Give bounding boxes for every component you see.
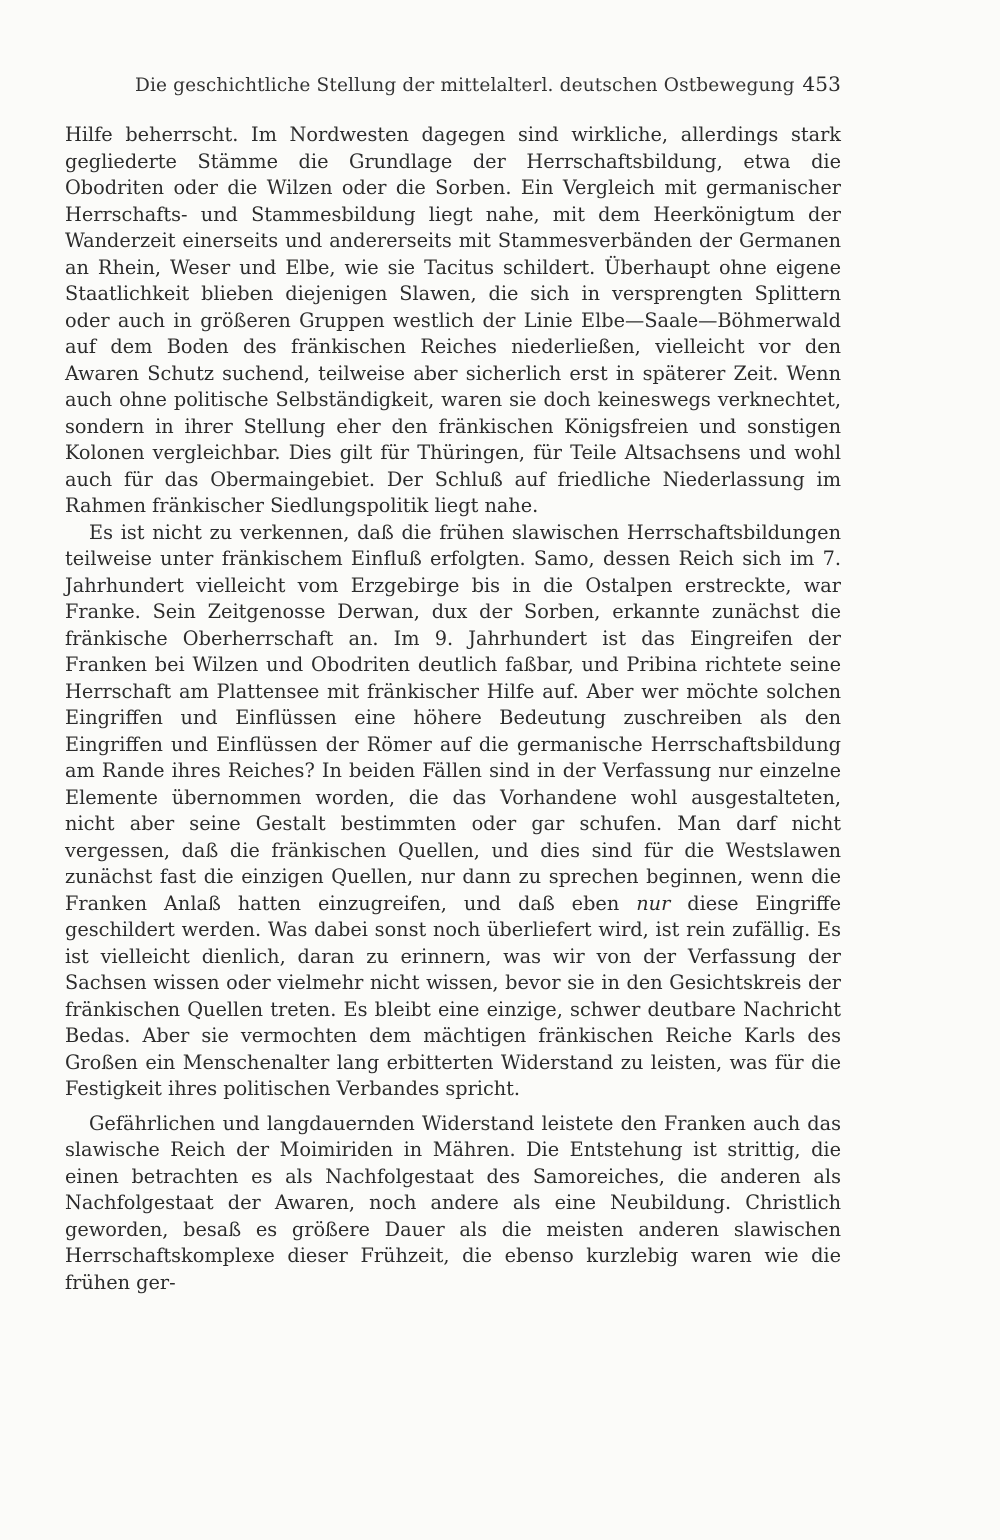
paragraph-1: Hilfe beherrscht. Im Nordwesten dagegen sind wirkliche, allerdings stark gegliederte Stämme die Grundlage der Herrschaftsbildung, etwa die Obodriten oder die Wilzen oder die Sorben. Ein Vergleich mit germanischer Herrschafts- und Stammesbildung liegt nahe, mit dem Heerkönigtum der Wanderzeit einerseits und andererseits mit Stammesverbänden der Germanen an Rhein, Weser und Elbe, wie sie Tacitus schildert. Überhaupt ohne eigene Staatlichkeit blieben diejenigen Slawen, die sich in versprengten Splittern oder auch in größeren Gruppen westlich der Linie Elbe—Saale—Böhmerwald auf dem Boden des fränkischen Reiches niederließen, vielleicht vor den Awaren Schutz suchend, teilweise aber sicherlich erst in späterer Zeit. Wenn auch ohne politische Selbständigkeit, waren sie doch keineswegs verknechtet, sondern in ihrer Stellung eher den fränkischen Königsfreien und sonstigen Kolonen vergleichbar. Dies gilt für Thüringen, für Teile Altsachsens und wohl auch für das Obermaingebiet. Der Schluß auf friedliche Niederlassung im Rahmen fränkischer Siedlungspolitik liegt nahe. <box>65 123 841 517</box>
paragraph-2 <box>65 520 841 1103</box>
paragraph-2-emphasis: nur <box>636 891 671 915</box>
paragraph-2-text-b: diese Eingriffe geschildert werden. Was dabei sonst noch überliefert wird, ist rein zufällig. Es ist vielleicht dienlich, daran zu erinnern, was wir von der Verfassung der Sachsen wissen oder vielmehr nicht wissen, bevor sie in den Gesichtskreis der fränkischen Quellen treten. Es bleibt eine einzige, schwer deutbare Nachricht Bedas. Aber sie vermochten dem mächtigen fränkischen Reiche Karls des Großen ein Menschenalter lang erbitterten Widerstand zu leisten, was für die Festigkeit ihres politischen Verbandes spricht. <box>65 891 841 1100</box>
paragraph-3: Gefährlichen und langdauernden Widerstand leistete den Franken auch das slawische Reich der Moimiriden in Mähren. Die Entstehung ist strittig, die einen betrachten es als Nachfolgestaat des Samoreiches, die anderen als Nachfolgestaat der Awaren, noch andere als eine Neubildung. Christlich geworden, besaß es größere Dauer als die meisten anderen slawischen Herrschaftskomplexe dieser Frühzeit, die ebenso kurzlebig waren wie die frühen ger- <box>65 1111 841 1294</box>
page-number: 453 <box>802 72 841 96</box>
running-head-title: Die geschichtliche Stellung der mittelalterl. deutschen Ostbewegung <box>135 75 795 96</box>
body-text <box>65 122 841 1296</box>
running-head <box>135 72 841 106</box>
book-page <box>65 72 841 1296</box>
paragraph-2-text-a: Es ist nicht zu verkennen, daß die frühen slawischen Herrschaftsbildungen teilweise unter fränkischem Einfluß erfolgten. Samo, dessen Reich sich im 7. Jahrhundert vielleicht vom Erzgebirge bis in die Ostalpen erstreckte, war Franke. Sein Zeitgenosse Derwan, dux der Sorben, erkannte zunächst die fränkische Oberherrschaft an. Im 9. Jahrhundert ist das Eingreifen der Franken bei Wilzen und Obodriten deutlich faßbar, und Pribina richtete seine Herrschaft am Plattensee mit fränkischer Hilfe auf. Aber wer möchte solchen Eingriffen und Einflüssen eine höhere Bedeutung zuschreiben als den Eingriffen und Einflüssen der Römer auf die germanische Herrschaftsbildung am Rande ihres Reiches? In beiden Fällen sind in der Verfassung nur einzelne Elemente übernommen worden, die das Vorhandene wohl ausgestalteten, nicht aber seine Gestalt bestimmten oder gar schufen. Man darf nicht vergessen, daß die fränkischen Quellen, und dies sind für die Westslawen zunächst fast die einzigen Quellen, nur dann zu sprechen beginnen, wenn die Franken Anlaß hatten einzugreifen, und daß eben <box>65 520 841 915</box>
